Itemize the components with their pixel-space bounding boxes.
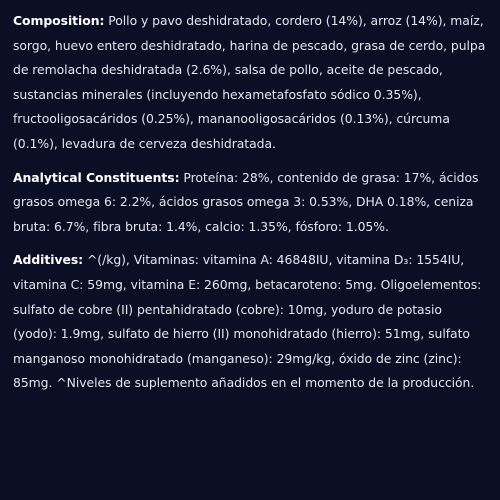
composition-section xyxy=(13,9,488,157)
analytical-constituents-text: Proteína: 28%, contenido de grasa: 17%, ácidos grasos omega 6: 2.2%, ácidos grasos omega 3: 0.53%, DHA 0.18%, ceniza bruta: 6.7%, fibra bruta: 1.4%, calcio: 1.35%, fósforo: 1.05%. xyxy=(13,169,479,234)
analytical-constituents-label: Analytical Constituents: xyxy=(13,169,180,185)
additives-text: ^(/kg), Vitaminas: vitamina A: 46848IU, vitamina D₃: 1554IU, vitamina C: 59mg, vitamina E: 260mg, betacaroteno: 5mg. Oligoelementos: sulfato de cobre (II) pentahidratado (cobre): 10mg, yoduro de potasio (yodo): 1.9mg, sulfato de hierro (II) monohidratado (hierro): 51mg, sulfato manganoso monohidratado (manganeso): 29mg/kg, óxido de zinc (zinc): 85mg. ^Niveles de suplemento añadidos en el momento de la producción. xyxy=(13,252,482,391)
composition-label: Composition: xyxy=(13,13,105,28)
composition-text: Pollo y pavo deshidratado, cordero (14%), arroz (14%), maíz, sorgo, huevo entero deshidratado, harina de pescado, grasa de cerdo, pulpa de remolacha deshidratada (2.6%), salsa de pollo, aceite de pescado, sustancias minerales (incluyendo hexametafosfato sódico 0.35%), fructooligosacáridos (0.25%), mananooligosacáridos (0.13%), cúrcuma (0.1%), levadura de cerveza deshidratada. xyxy=(13,13,486,151)
additives-label: Additives: xyxy=(13,252,84,268)
additives-section xyxy=(13,248,488,396)
analytical-constituents-section xyxy=(13,166,488,240)
